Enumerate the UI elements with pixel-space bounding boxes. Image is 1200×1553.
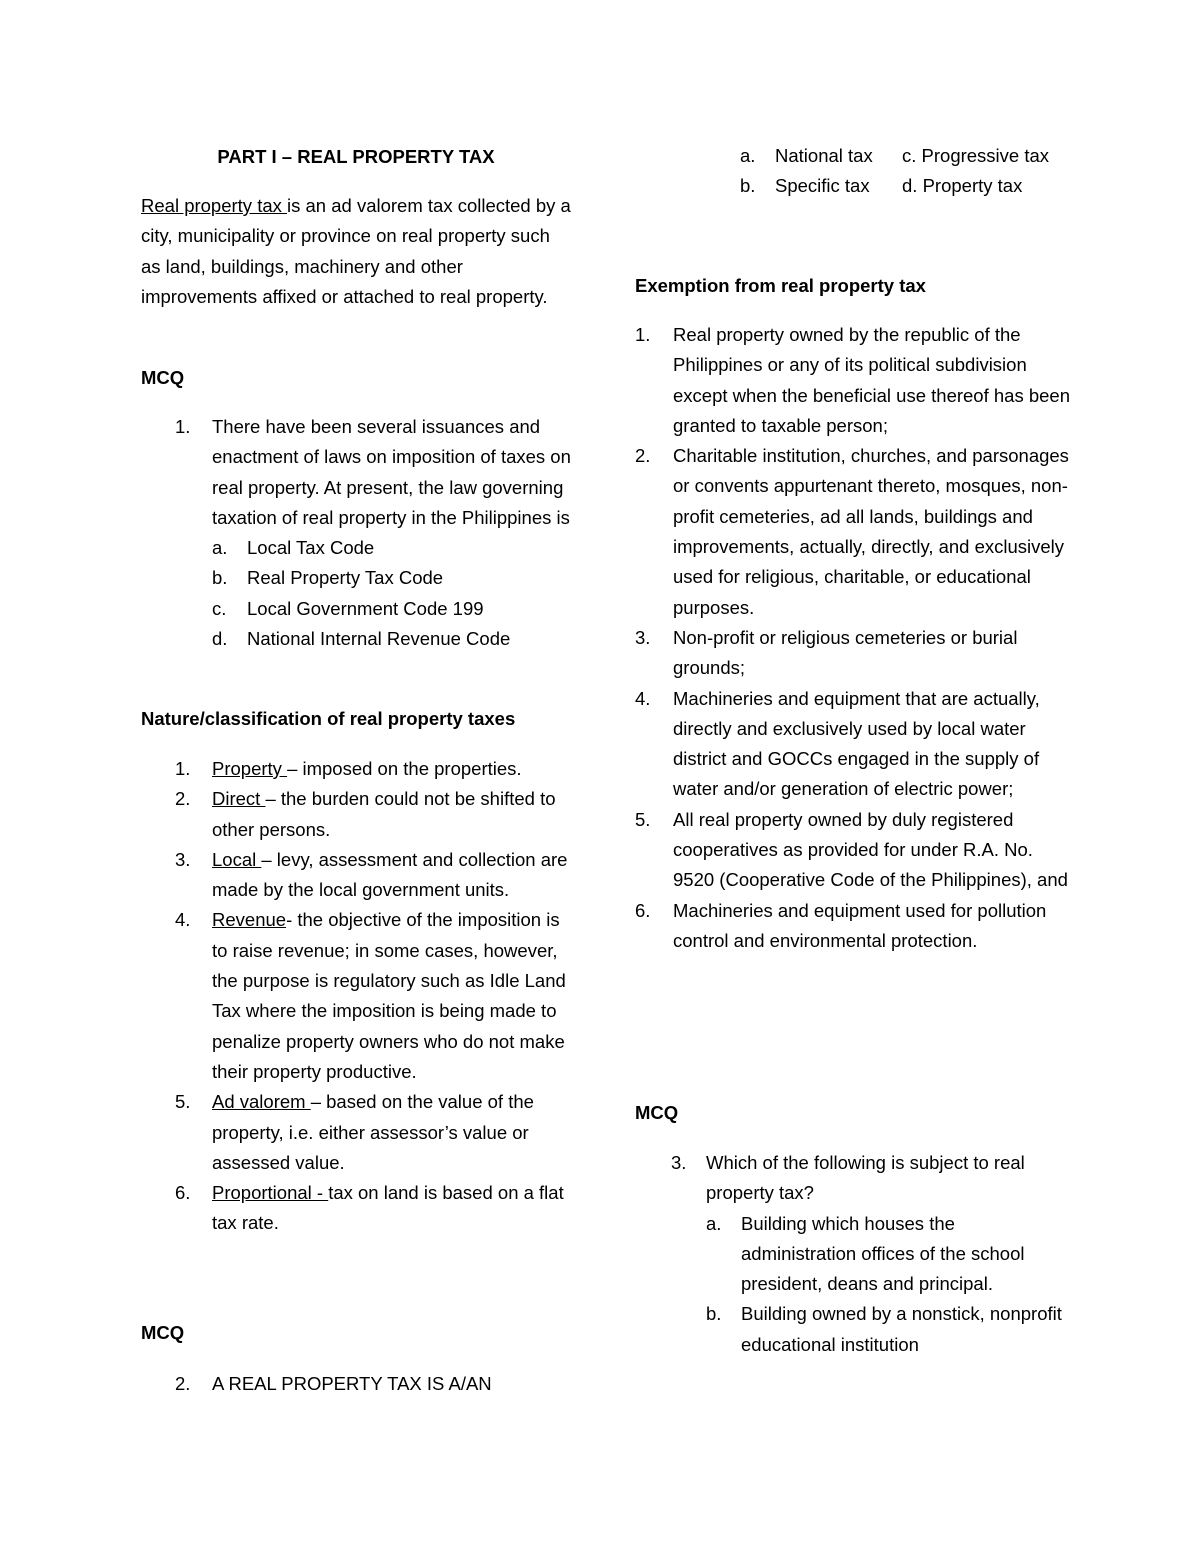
option-letter: b. <box>212 567 228 589</box>
list-item <box>141 905 571 1087</box>
option-letter: a. <box>212 537 228 559</box>
mcq-heading: MCQ <box>141 1322 185 1343</box>
item-number: 1. <box>635 324 651 345</box>
option-text: Local Government Code 199 <box>247 597 484 619</box>
mcq-heading: MCQ <box>141 367 185 388</box>
option-text: Real Property Tax Code <box>247 567 444 589</box>
option-item <box>635 1209 1075 1300</box>
option-text: National Internal Revenue Code <box>247 628 511 650</box>
option-letter: a. <box>740 145 756 166</box>
item-number: 5. <box>635 808 651 830</box>
item-text: Real property owned by the republic of the Philippines or any of its political subdivision except when the beneficial use thereof has been granted to taxable person; <box>673 324 1071 436</box>
mcq-heading: MCQ <box>635 1102 679 1123</box>
option-letter: d. <box>212 628 228 650</box>
option-item <box>141 594 571 624</box>
item-number: 4. <box>635 687 651 709</box>
page-title: PART I – REAL PROPERTY TAX <box>217 146 495 167</box>
list-item <box>141 754 571 784</box>
item-number: 5. <box>175 1091 191 1113</box>
list-item <box>635 441 1075 623</box>
item-text: Non-profit or religious cemeteries or burial grounds; <box>673 626 1018 679</box>
item-term: Property <box>212 758 288 779</box>
option-letter: c. <box>212 597 227 619</box>
list-item <box>141 1087 571 1178</box>
nature-heading: Nature/classification of real property taxes <box>141 708 516 729</box>
question-text: Which of the following is subject to real property tax? <box>706 1152 1025 1204</box>
exemption-list <box>635 320 1075 956</box>
option-letter: c. <box>902 145 917 166</box>
question-3 <box>635 1148 1075 1360</box>
list-item <box>141 845 571 906</box>
definition-text: is an ad valorem tax collected by a city, municipality or province on real property such as land, buildings, machinery and other improvements affixed or attached to real property. <box>141 195 571 307</box>
list-item <box>141 1178 571 1239</box>
item-number: 2. <box>175 788 191 810</box>
item-text: - the objective of the imposition is to raise revenue; in some cases, however, the purpose is regulatory such as Idle Land Tax where the imposition is being made to penalize property owners who do not make their property productive. <box>212 909 566 1082</box>
item-number: 6. <box>175 1182 191 1204</box>
item-term: Direct <box>212 788 266 810</box>
option-row <box>635 171 1075 201</box>
item-number: 3. <box>635 626 651 648</box>
item-text: Machineries and equipment that are actually, directly and exclusively used by local water district and GOCCs engaged in the supply of water and/or generation of electric power; <box>673 687 1040 800</box>
item-term: Ad valorem <box>212 1091 311 1113</box>
item-number: 4. <box>175 909 191 931</box>
question-number: 1. <box>175 416 191 437</box>
option-text: Local Tax Code <box>247 537 375 559</box>
option-text: Progressive tax <box>921 145 1050 166</box>
item-text: – levy, assessment and collection are made by the local government units. <box>212 848 568 901</box>
option-row <box>635 141 1075 171</box>
list-item <box>635 684 1075 805</box>
option-text: Building owned by a nonstick, nonprofit educational institution <box>741 1303 1062 1355</box>
item-text: Machineries and equipment used for pollution control and environmental protection. <box>673 899 1047 951</box>
option-text: Specific tax <box>775 175 870 197</box>
option-item <box>141 624 571 654</box>
option-letter: b. <box>740 175 756 197</box>
list-item <box>635 320 1075 441</box>
option-letter: b. <box>706 1303 722 1325</box>
question-number: 3. <box>671 1152 687 1173</box>
option-item <box>141 533 571 563</box>
list-item <box>635 805 1075 896</box>
list-item <box>635 623 1075 684</box>
item-term: Local <box>212 848 262 870</box>
question-number: 2. <box>175 1373 191 1394</box>
option-text: National tax <box>775 145 873 166</box>
option-letter: a. <box>706 1212 722 1234</box>
option-item <box>635 1299 1075 1360</box>
option-text: Building which houses the administration offices of the school president, deans and principal. <box>741 1212 1025 1295</box>
item-text: – the burden could not be shifted to other persons. <box>212 788 556 840</box>
defined-term: Real property tax <box>141 195 288 216</box>
list-item <box>635 896 1075 957</box>
question-text: A REAL PROPERTY TAX IS A/AN <box>212 1373 492 1394</box>
item-number: 6. <box>635 899 651 921</box>
question-2-options <box>635 141 1075 202</box>
item-term: Proportional - <box>212 1182 329 1204</box>
item-text: Charitable institution, churches, and parsonages or convents appurtenant thereto, mosques, non- profit cemeteries, ad all lands, buildings and improvements, actually, directly, and exclusively used for religious, charitable, or educational purposes. <box>673 445 1069 618</box>
option-text: Property tax <box>922 175 1023 197</box>
item-text: tax on land is based on a flat tax rate. <box>212 1182 564 1234</box>
option-letter: d. <box>902 175 918 197</box>
list-item <box>141 784 571 845</box>
item-number: 2. <box>635 445 651 467</box>
item-text: All real property owned by duly registered cooperatives as provided for under R.A. No. 9520 (Cooperative Code of the Philippines), and <box>673 808 1068 891</box>
item-number: 1. <box>175 758 191 779</box>
exemption-heading: Exemption from real property tax <box>635 275 926 296</box>
item-text: – imposed on the properties. <box>287 758 522 779</box>
question-1 <box>141 412 571 654</box>
question-text: There have been several issuances and enactment of laws on imposition of taxes on real property. At present, the law governing taxation of real property in the Philippines is <box>212 416 571 528</box>
item-number: 3. <box>175 848 191 870</box>
item-text: – based on the value of the property, i.e. either assessor’s value or assessed value. <box>212 1091 534 1173</box>
definition-paragraph <box>141 191 571 312</box>
question-2 <box>141 1369 571 1399</box>
nature-list <box>141 754 571 1239</box>
item-term: Revenue <box>212 909 287 931</box>
option-item <box>141 563 571 593</box>
